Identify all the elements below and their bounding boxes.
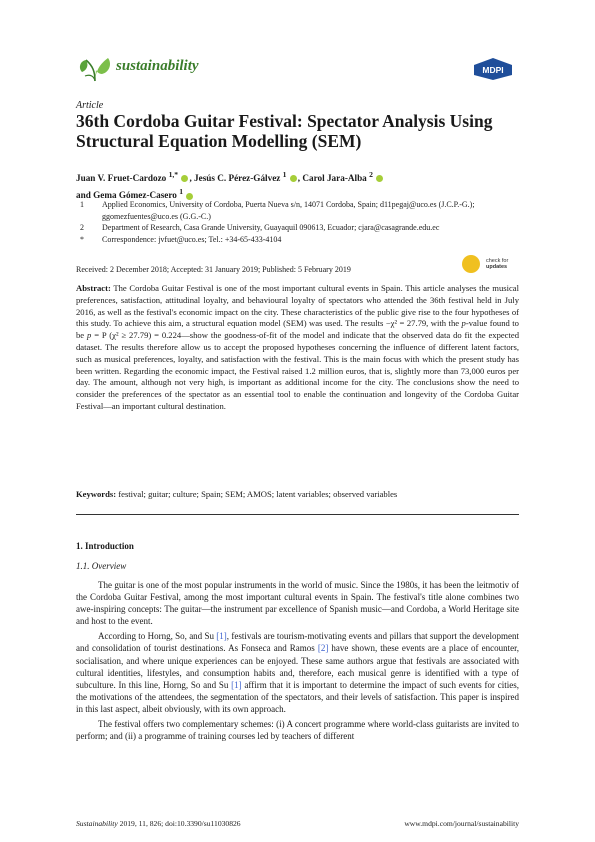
check-updates-label: check for updates (486, 257, 509, 271)
orcid-icon[interactable] (376, 175, 383, 182)
affiliation-item (76, 222, 516, 234)
keywords (76, 489, 519, 501)
citation-link[interactable]: [1] (231, 679, 242, 690)
body-text (76, 579, 519, 745)
author-name[interactable]: Gema Gómez-Casero (93, 190, 177, 201)
abstract-italic: p (87, 330, 92, 341)
author-affil-mark: 1,* (168, 170, 179, 179)
section-heading: 1. Introduction (76, 541, 134, 551)
author-list (76, 168, 516, 202)
abstract-text: = P (χ² ≥ 27.79) = 0.224—show the goodness-of-fit of the model and indicate that the observed data do fit the expected dataset. The results therefore allow us to accept the proposed hypotheses concerning the influence of different latent factors, such as musical preferences, loyalty, and satisfaction with the festival. This is the main focus with which the present study has been written. Regarding the economic impact, the Festival raised 1.2 million euros, that is, slightly more than 73,000 euros per day. The amount, although not very high, is important as additional income for the city. The conclusions show the need to consider the preferences of the spectator as an essential tool to enable the continuation and longevity of the Cordoba Guitar Festival—an important cultural destination. (76, 330, 519, 411)
abstract-italic: p (461, 318, 466, 329)
orcid-icon[interactable] (181, 175, 188, 182)
affiliation-mark: 1 (80, 200, 84, 209)
author-name[interactable]: Carol Jara-Alba (302, 173, 367, 184)
subsection-heading: 1.1. Overview (76, 561, 127, 571)
orcid-icon[interactable] (290, 175, 297, 182)
abstract (76, 283, 519, 413)
affiliation-text: Department of Research, Casa Grande University, Guayaquil 090613, Ecuador; cjara@casagrande.edu.ec (102, 223, 440, 232)
article-type: Article (76, 100, 104, 111)
check-updates-icon (462, 255, 480, 273)
publication-dates: Received: 2 December 2018; Accepted: 31 January 2019; Published: 5 February 2019 (76, 265, 351, 274)
footer-url[interactable]: www.mdpi.com/journal/sustainability (404, 819, 519, 828)
affiliation-text: Applied Economics, University of Cordoba, Puerta Nueva s/n, 14071 Cordoba, Spain; d11pegaj@uco.es (J.C.P.-G.); ggomezfuentes@uco.es (G.G.-C.) (102, 200, 475, 221)
author-affil-mark: 1 (179, 187, 184, 197)
author-sep: , (297, 173, 301, 184)
affiliation-item (76, 199, 516, 222)
article-title: 36th Cordoba Guitar Festival: Spectator Analysis Using Structural Equation Modelling (SEM) (76, 111, 493, 151)
author-name[interactable]: Jesús C. Pérez-Gálvez (194, 173, 281, 184)
mdpi-logo-text: MDPI (482, 65, 504, 75)
affiliation-item (76, 234, 516, 246)
abstract-text: -value found to be (76, 318, 519, 341)
abstract-label: Abstract: (76, 283, 111, 293)
keywords-text: festival; guitar; culture; Spain; SEM; AMOS; latent variables; observed variables (118, 489, 398, 499)
affiliation-mark: * (80, 234, 84, 244)
footer-doi: 2019, 11, 826; doi:10.3390/su11030826 (117, 819, 241, 828)
author-affil-mark: 2 (369, 170, 373, 179)
author-sep: , (189, 173, 192, 184)
divider (76, 514, 519, 515)
keywords-label: Keywords: (76, 489, 117, 499)
author-affil-mark: 1 (282, 170, 287, 179)
check-for-updates-button[interactable] (462, 255, 526, 279)
paragraph: The festival offers two complementary schemes: (i) A concert programme where world-class guitarists are invited to perform; and (ii) a programme of training courses led by teachers of different (76, 719, 519, 742)
journal-name: sustainability (116, 58, 199, 74)
abstract-text: The Cordoba Guitar Festival is one of the most important cultural events in Spain. This article analyses the musical preferences, satisfaction, attitudinal loyalty, and behavioural loyalty of spectators who attended the 36th festival held in July 2016, as well as the festival's economic impact on the city. These characteristics of the public give rise to the four hypotheses of this study. To achieve this aim, a structural equation model (SEM) was used. The results −χ² = 27.79, with the (76, 283, 519, 329)
footer-journal: Sustainability (76, 819, 118, 828)
mdpi-logo-icon (472, 57, 514, 81)
footer-citation (76, 819, 241, 828)
paragraph: The guitar is one of the most popular instruments in the world of music. Since the 1980s, it has been the leitmotiv of the Cordoba Guitar Festival, among the most important cultural events in Spain. The festival's title alone combines two awe-inspiring concepts: The guitar—the instrument par excellence of Spanish music—and Cordoba, a World Heritage site and host to the event. (76, 580, 519, 627)
journal-leaf-icon (76, 52, 114, 82)
citation-link[interactable]: [1] (216, 631, 227, 642)
correspondence-text: Correspondence: jvfuet@uco.es; Tel.: +34-65-433-4104 (102, 234, 282, 244)
paragraph: According to Horng, So, and Su [1], festivals are tourism-motivating events and pillars that support the development and consolidation of tourist destinations. As Fonseca and Ramos [2] have shown, these events are a place of encounter, socialisation, and where unique experiences can be enjoyed. These same authors argue that festivals are associated with cultural identities, lifestyles, and consumption habits and, therefore, each musical genre is identified with a type of subculture. In this line, Horng, So and Su [1] affirm that it is important to determine the impact of such events for cities, the motivations of the attendees, the segmentation of the spectators, and their levels of satisfaction. This paper is inspired in this last aspect, albeit obviously, with its own approach. (76, 631, 519, 714)
author-and: and (76, 190, 91, 201)
citation-link[interactable]: [2] (317, 643, 329, 654)
author-name[interactable]: Juan V. Fruet-Cardozo (76, 173, 167, 184)
affiliations (76, 199, 516, 245)
affiliation-mark: 2 (80, 223, 84, 232)
